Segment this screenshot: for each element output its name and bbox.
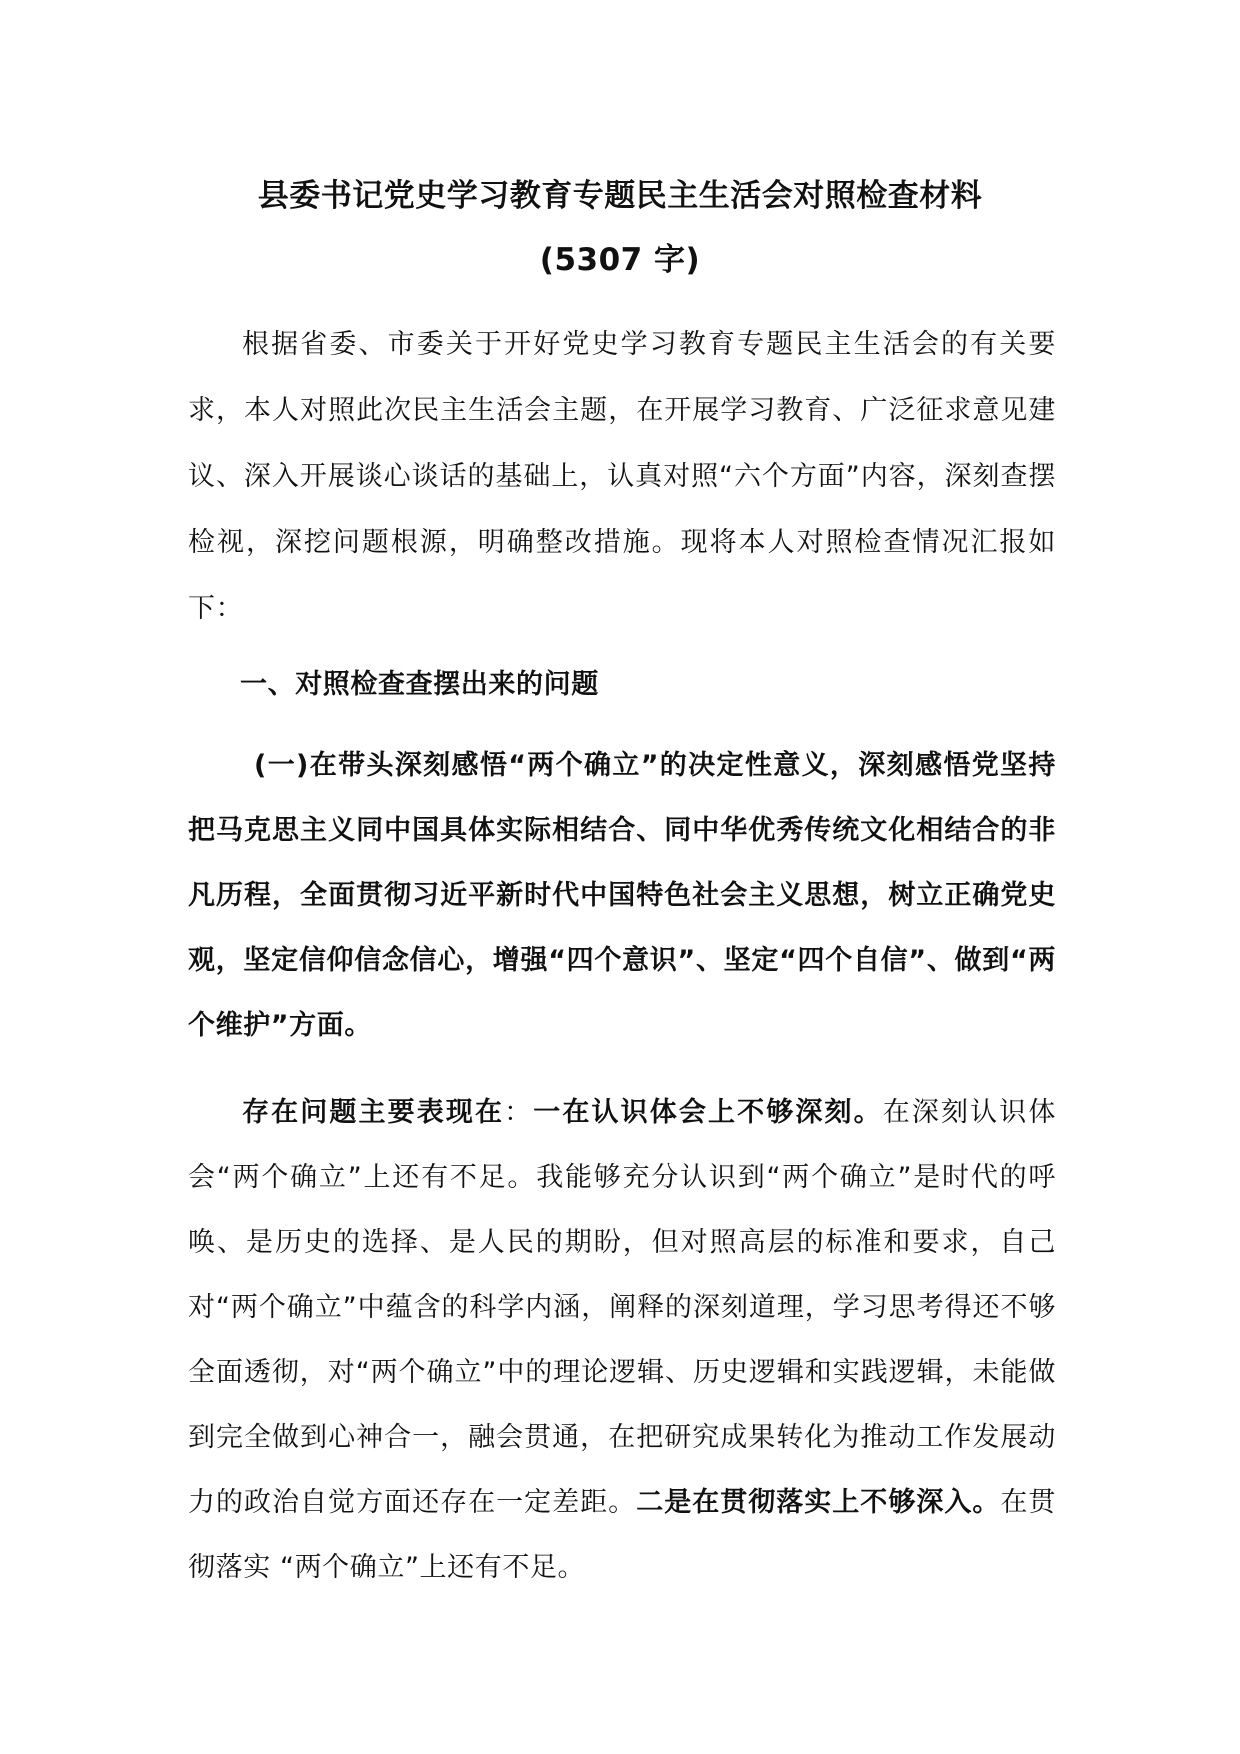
problem-point1-heading: 一在认识体会上不够深刻。 — [533, 1097, 883, 1128]
document-word-count: (5307 字) — [539, 242, 701, 278]
problem-point1-text: 在深刻认识体会“两个确立”上还有不足。我能够充分认识到“两个确立”是时代的呼唤、是历史的选择、是人民的期盼，但对照高层的标准和要求，自己对“两个确立”中蕴含的科学内涵，阐释的深刻道理，学习思考得还不够全面透彻，对“两个确立”中的理论逻辑、历史逻辑和实践逻辑，未能做到完全做到心神合一，融会贯通，在把研究成果转化为推动工作发展动力的政治自觉方面还存在一定差距。 — [188, 1097, 1056, 1518]
section-heading: 一、对照检查查摆出来的问题 — [240, 669, 599, 700]
subsection-heading: (一)在带头深刻感悟“两个确立”的决定性意义，深刻感悟党坚持把马克思主义同中国具体实际相结合、同中华优秀传统文化相结合的非凡历程，全面贯彻习近平新时代中国特色社会主义思想，树立正确党史观，坚定信仰信念信心，增强“四个意识”、坚定“四个自信”、做到“两个维护”方面。 — [188, 750, 1056, 1041]
problem-point2-heading: 二是在贯彻落实上不够深入。 — [636, 1487, 1001, 1518]
problem-paragraph — [188, 1080, 1056, 1600]
document-title: 县委书记党史学习教育专题民主生活会对照检查材料 — [257, 178, 983, 214]
problem-colon: ： — [504, 1097, 534, 1128]
problem-lead: 存在问题主要表现在 — [242, 1097, 505, 1128]
problem-point2-text: 在贯彻落实 “两个确立”上还有不足。 — [188, 1487, 1056, 1583]
intro-paragraph: 根据省委、市委关于开好党史学习教育专题民主生活会的有关要求，本人对照此次民主生活会主题，在开展学习教育、广泛征求意见建议、深入开展谈心谈话的基础上，认真对照“六个方面”内容，深刻查摆检视，深挖问题根源，明确整改措施。现将本人对照检查情况汇报如下： — [188, 329, 1056, 624]
